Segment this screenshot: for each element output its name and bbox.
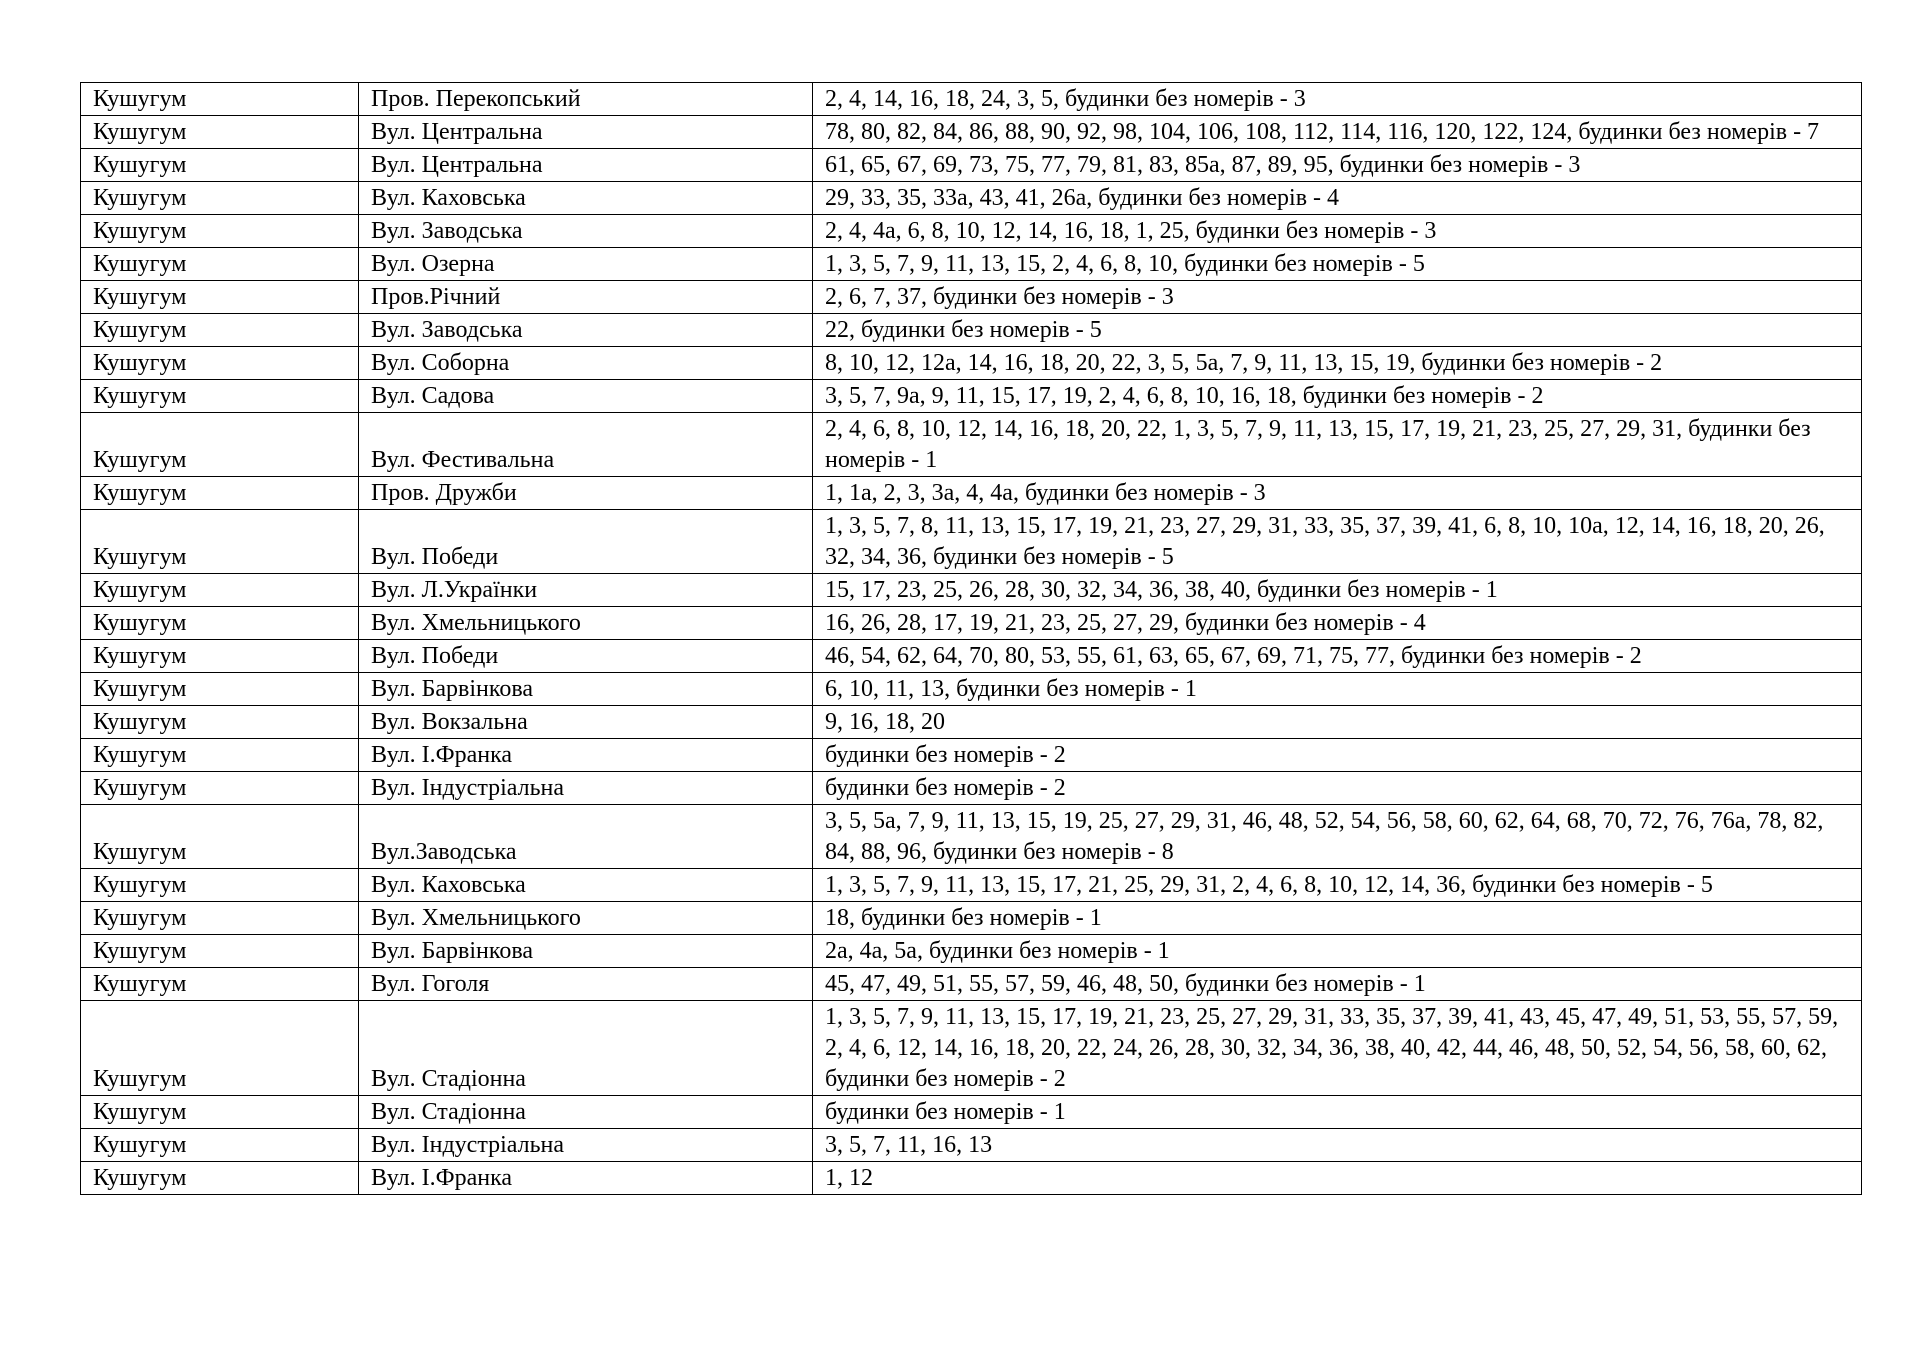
house-numbers-cell: 9, 16, 18, 20 [813,706,1862,739]
street-cell: Вул. Хмельницького [359,607,813,640]
house-numbers-cell: 1, 3, 5, 7, 9, 11, 13, 15, 2, 4, 6, 8, 10, будинки без номерів - 5 [813,248,1862,281]
street-cell: Вул. Хмельницького [359,902,813,935]
locality-cell: Кушугум [81,1129,359,1162]
table-row [81,1129,1862,1162]
house-numbers-cell: 1, 1а, 2, 3, 3а, 4, 4а, будинки без номерів - 3 [813,477,1862,510]
street-cell: Вул. Л.Українки [359,574,813,607]
street-cell: Вул. Фестивальна [359,413,813,477]
street-cell: Вул. Садова [359,380,813,413]
table-row [81,248,1862,281]
street-cell: Вул. Центральна [359,116,813,149]
house-numbers-cell: 15, 17, 23, 25, 26, 28, 30, 32, 34, 36, 38, 40, будинки без номерів - 1 [813,574,1862,607]
locality-cell: Кушугум [81,413,359,477]
locality-cell: Кушугум [81,347,359,380]
locality-cell: Кушугум [81,510,359,574]
house-numbers-cell: 3, 5, 7, 11, 16, 13 [813,1129,1862,1162]
table-row [81,935,1862,968]
house-numbers-cell: будинки без номерів - 2 [813,739,1862,772]
street-cell: Вул.Заводська [359,805,813,869]
house-numbers-cell: будинки без номерів - 1 [813,1096,1862,1129]
house-numbers-cell: 78, 80, 82, 84, 86, 88, 90, 92, 98, 104, 106, 108, 112, 114, 116, 120, 122, 124, будинки без номерів - 7 [813,116,1862,149]
locality-cell: Кушугум [81,772,359,805]
table-row [81,739,1862,772]
table-row [81,706,1862,739]
locality-cell: Кушугум [81,149,359,182]
locality-cell: Кушугум [81,281,359,314]
house-numbers-cell: 16, 26, 28, 17, 19, 21, 23, 25, 27, 29, будинки без номерів - 4 [813,607,1862,640]
house-numbers-cell: 1, 3, 5, 7, 9, 11, 13, 15, 17, 19, 21, 23, 25, 27, 29, 31, 33, 35, 37, 39, 41, 43, 45, 47, 49, 51, 53, 55, 57, 59, 2, 4, 6, 12, 14, 16, 18, 20, 22, 24, 26, 28, 30, 32, 34, 36, 38, 40, 42, 44, 46, 48, 50, 52, 54, 56, 58, 60, 62, будинки без номерів - 2 [813,1001,1862,1096]
street-cell: Вул. Стадіонна [359,1096,813,1129]
street-cell: Вул. Каховська [359,182,813,215]
address-table-body [81,83,1862,1195]
street-cell: Вул. Победи [359,640,813,673]
address-table [80,82,1862,1195]
house-numbers-cell: 45, 47, 49, 51, 55, 57, 59, 46, 48, 50, будинки без номерів - 1 [813,968,1862,1001]
house-numbers-cell: 1, 12 [813,1162,1862,1195]
house-numbers-cell: 22, будинки без номерів - 5 [813,314,1862,347]
house-numbers-cell: 1, 3, 5, 7, 9, 11, 13, 15, 17, 21, 25, 29, 31, 2, 4, 6, 8, 10, 12, 14, 36, будинки без номерів - 5 [813,869,1862,902]
locality-cell: Кушугум [81,902,359,935]
street-cell: Вул. Барвінкова [359,673,813,706]
table-row [81,215,1862,248]
locality-cell: Кушугум [81,248,359,281]
street-cell: Вул. І.Франка [359,739,813,772]
table-row [81,314,1862,347]
street-cell: Вул. Каховська [359,869,813,902]
table-row [81,574,1862,607]
street-cell: Вул. Заводська [359,215,813,248]
street-cell: Вул. Центральна [359,149,813,182]
house-numbers-cell: 29, 33, 35, 33а, 43, 41, 26а, будинки без номерів - 4 [813,182,1862,215]
street-cell: Пров. Перекопський [359,83,813,116]
house-numbers-cell: 18, будинки без номерів - 1 [813,902,1862,935]
table-row [81,347,1862,380]
locality-cell: Кушугум [81,1096,359,1129]
street-cell: Вул. Гоголя [359,968,813,1001]
street-cell: Вул. Індустріальна [359,772,813,805]
locality-cell: Кушугум [81,739,359,772]
street-cell: Вул. Победи [359,510,813,574]
locality-cell: Кушугум [81,968,359,1001]
table-row [81,1001,1862,1096]
locality-cell: Кушугум [81,83,359,116]
house-numbers-cell: 1, 3, 5, 7, 8, 11, 13, 15, 17, 19, 21, 23, 27, 29, 31, 33, 35, 37, 39, 41, 6, 8, 10, 10а, 12, 14, 16, 18, 20, 26, 32, 34, 36, будинки без номерів - 5 [813,510,1862,574]
street-cell: Вул. І.Франка [359,1162,813,1195]
table-row [81,673,1862,706]
house-numbers-cell: 2, 4, 14, 16, 18, 24, 3, 5, будинки без номерів - 3 [813,83,1862,116]
table-row [81,182,1862,215]
table-row [81,1162,1862,1195]
table-row [81,869,1862,902]
street-cell: Пров.Річний [359,281,813,314]
table-row [81,83,1862,116]
house-numbers-cell: 8, 10, 12, 12а, 14, 16, 18, 20, 22, 3, 5, 5а, 7, 9, 11, 13, 15, 19, будинки без номерів - 2 [813,347,1862,380]
table-row [81,607,1862,640]
street-cell: Вул. Соборна [359,347,813,380]
locality-cell: Кушугум [81,215,359,248]
table-row [81,477,1862,510]
locality-cell: Кушугум [81,706,359,739]
house-numbers-cell: 61, 65, 67, 69, 73, 75, 77, 79, 81, 83, 85а, 87, 89, 95, будинки без номерів - 3 [813,149,1862,182]
street-cell: Вул. Вокзальна [359,706,813,739]
locality-cell: Кушугум [81,477,359,510]
locality-cell: Кушугум [81,1162,359,1195]
locality-cell: Кушугум [81,1001,359,1096]
locality-cell: Кушугум [81,574,359,607]
house-numbers-cell: 2, 6, 7, 37, будинки без номерів - 3 [813,281,1862,314]
house-numbers-cell: 46, 54, 62, 64, 70, 80, 53, 55, 61, 63, 65, 67, 69, 71, 75, 77, будинки без номерів - 2 [813,640,1862,673]
street-cell: Вул. Барвінкова [359,935,813,968]
table-row [81,413,1862,477]
house-numbers-cell: 6, 10, 11, 13, будинки без номерів - 1 [813,673,1862,706]
table-row [81,116,1862,149]
table-row [81,902,1862,935]
house-numbers-cell: будинки без номерів - 2 [813,772,1862,805]
house-numbers-cell: 2а, 4а, 5а, будинки без номерів - 1 [813,935,1862,968]
table-row [81,1096,1862,1129]
house-numbers-cell: 3, 5, 5а, 7, 9, 11, 13, 15, 19, 25, 27, 29, 31, 46, 48, 52, 54, 56, 58, 60, 62, 64, 68, 70, 72, 76, 76а, 78, 82, 84, 88, 96, будинки без номерів - 8 [813,805,1862,869]
locality-cell: Кушугум [81,673,359,706]
table-row [81,380,1862,413]
table-row [81,772,1862,805]
locality-cell: Кушугум [81,607,359,640]
street-cell: Вул. Індустріальна [359,1129,813,1162]
table-row [81,805,1862,869]
locality-cell: Кушугум [81,116,359,149]
house-numbers-cell: 3, 5, 7, 9а, 9, 11, 15, 17, 19, 2, 4, 6, 8, 10, 16, 18, будинки без номерів - 2 [813,380,1862,413]
table-row [81,968,1862,1001]
locality-cell: Кушугум [81,182,359,215]
table-row [81,149,1862,182]
house-numbers-cell: 2, 4, 6, 8, 10, 12, 14, 16, 18, 20, 22, 1, 3, 5, 7, 9, 11, 13, 15, 17, 19, 21, 23, 25, 27, 29, 31, будинки без номерів - 1 [813,413,1862,477]
locality-cell: Кушугум [81,869,359,902]
locality-cell: Кушугум [81,380,359,413]
locality-cell: Кушугум [81,935,359,968]
street-cell: Пров. Дружби [359,477,813,510]
locality-cell: Кушугум [81,314,359,347]
locality-cell: Кушугум [81,805,359,869]
table-row [81,640,1862,673]
street-cell: Вул. Стадіонна [359,1001,813,1096]
locality-cell: Кушугум [81,640,359,673]
table-row [81,510,1862,574]
street-cell: Вул. Заводська [359,314,813,347]
table-row [81,281,1862,314]
street-cell: Вул. Озерна [359,248,813,281]
house-numbers-cell: 2, 4, 4а, 6, 8, 10, 12, 14, 16, 18, 1, 25, будинки без номерів - 3 [813,215,1862,248]
